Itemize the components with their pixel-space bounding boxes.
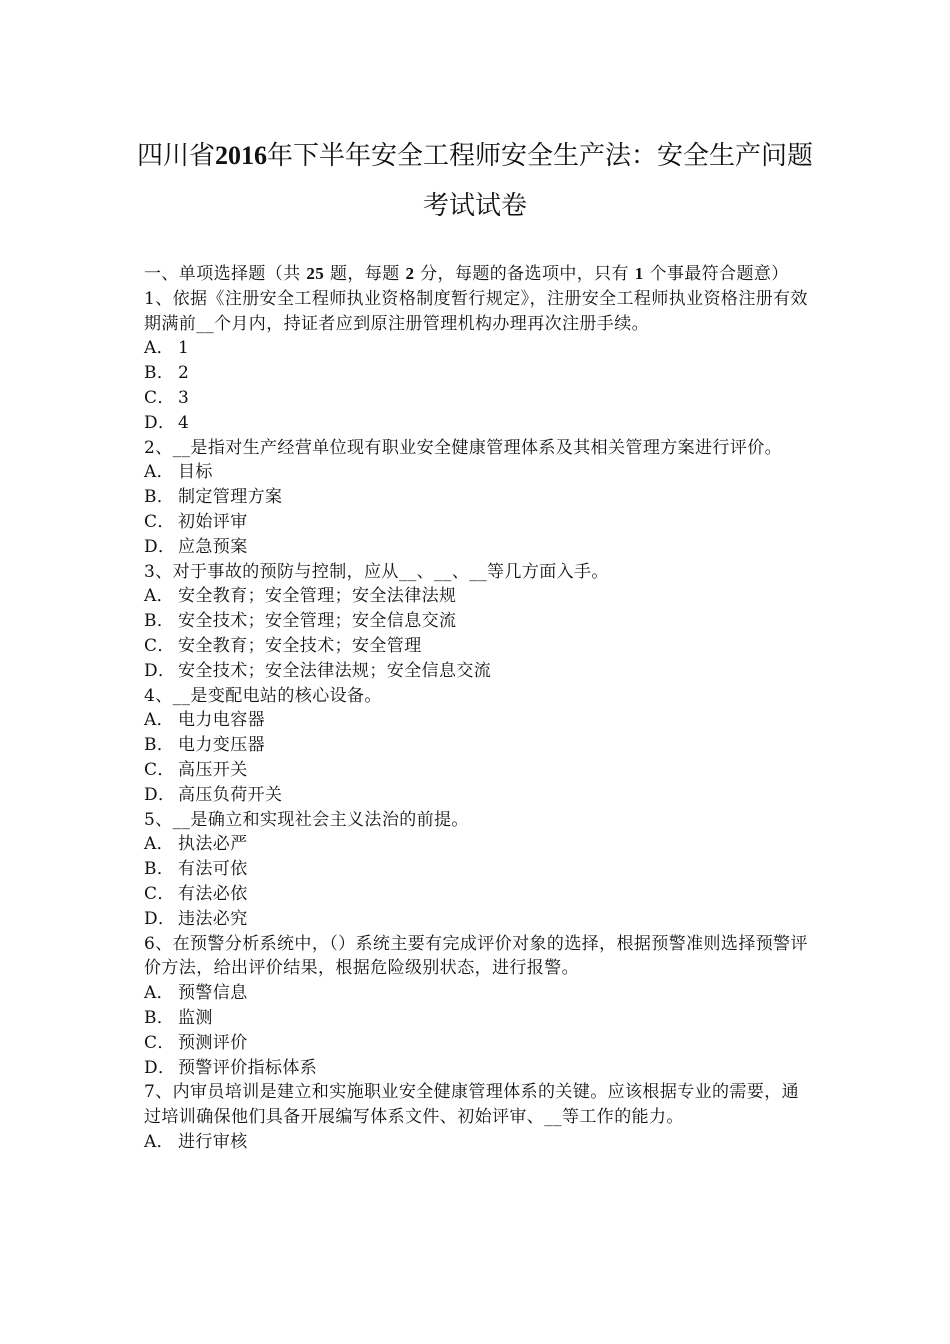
question-2	[144, 436, 812, 560]
option-a: A． 预警信息	[144, 983, 248, 1004]
title-part1: 四川省	[136, 141, 215, 171]
question-stem: 4、__是变配电站的核心设备。	[144, 685, 382, 706]
option-c: C． 3	[144, 387, 190, 408]
option-b: B． 有法可依	[144, 859, 248, 880]
question-6	[144, 932, 812, 1081]
option-c: C． 安全教育；安全技术；安全管理	[144, 635, 422, 656]
option-d: D． 安全技术；安全法律法规；安全信息交流	[144, 660, 492, 681]
document-body	[144, 262, 812, 1155]
option-c: C． 高压开关	[144, 759, 248, 780]
option-d: D． 高压负荷开关	[144, 784, 283, 805]
option-b: B． 安全技术；安全管理；安全信息交流	[144, 611, 457, 632]
question-1	[144, 287, 812, 436]
option-a: A． 目标	[144, 462, 213, 483]
option-a: A． 执法必严	[144, 834, 248, 855]
section-heading: 一、单项选择题（共 25 题，每题 2 分，每题的备选项中，只有 1 个事最符合题意）	[144, 264, 789, 284]
option-a: A． 电力电容器	[144, 710, 265, 731]
option-c: C． 初始评审	[144, 511, 248, 532]
option-d: D． 应急预案	[144, 536, 248, 557]
option-c: C． 预测评价	[144, 1032, 248, 1053]
option-d: D． 4	[144, 412, 190, 433]
option-b: B． 监测	[144, 1007, 213, 1028]
option-a: A． 进行审核	[144, 1131, 248, 1152]
option-c: C． 有法必依	[144, 883, 248, 904]
option-b: B． 电力变压器	[144, 735, 265, 756]
question-stem: 2、__是指对生产经营单位现有职业安全健康管理体系及其相关管理方案进行评价。	[144, 437, 783, 458]
option-b: B． 2	[144, 363, 190, 384]
question-4	[144, 684, 812, 808]
option-d: D． 违法必究	[144, 908, 248, 929]
document-title	[130, 131, 820, 231]
question-3	[144, 560, 812, 684]
option-a: A． 安全教育；安全管理；安全法律法规	[144, 586, 457, 607]
question-stem: 6、在预警分析系统中，（）系统主要有完成评价对象的选择，根据预警准则选择预警评价方法，给出评价结果，根据危险级别状态，进行报警。	[144, 933, 808, 979]
option-a: A． 1	[144, 338, 190, 359]
title-part2: 年下半年安全工程师安全生产法：安全生产问题考试试卷	[267, 141, 814, 221]
question-stem: 7、内审员培训是建立和实施职业安全健康管理体系的关键。应该根据专业的需要，通过培训确保他们具备开展编写体系文件、初始评审、__等工作的能力。	[144, 1082, 800, 1128]
question-stem: 5、__是确立和实现社会主义法治的前提。	[144, 809, 469, 830]
title-year: 2016	[215, 141, 267, 170]
question-7	[144, 1080, 812, 1154]
option-b: B． 制定管理方案	[144, 487, 283, 508]
question-stem: 3、对于事故的预防与控制，应从__、__、__等几方面入手。	[144, 561, 609, 582]
question-stem: 1、依据《注册安全工程师执业资格制度暂行规定》，注册安全工程师执业资格注册有效期满前__个月内，持证者应到原注册管理机构办理再次注册手续。	[144, 288, 808, 334]
option-d: D． 预警评价指标体系	[144, 1057, 318, 1078]
question-5	[144, 808, 812, 932]
